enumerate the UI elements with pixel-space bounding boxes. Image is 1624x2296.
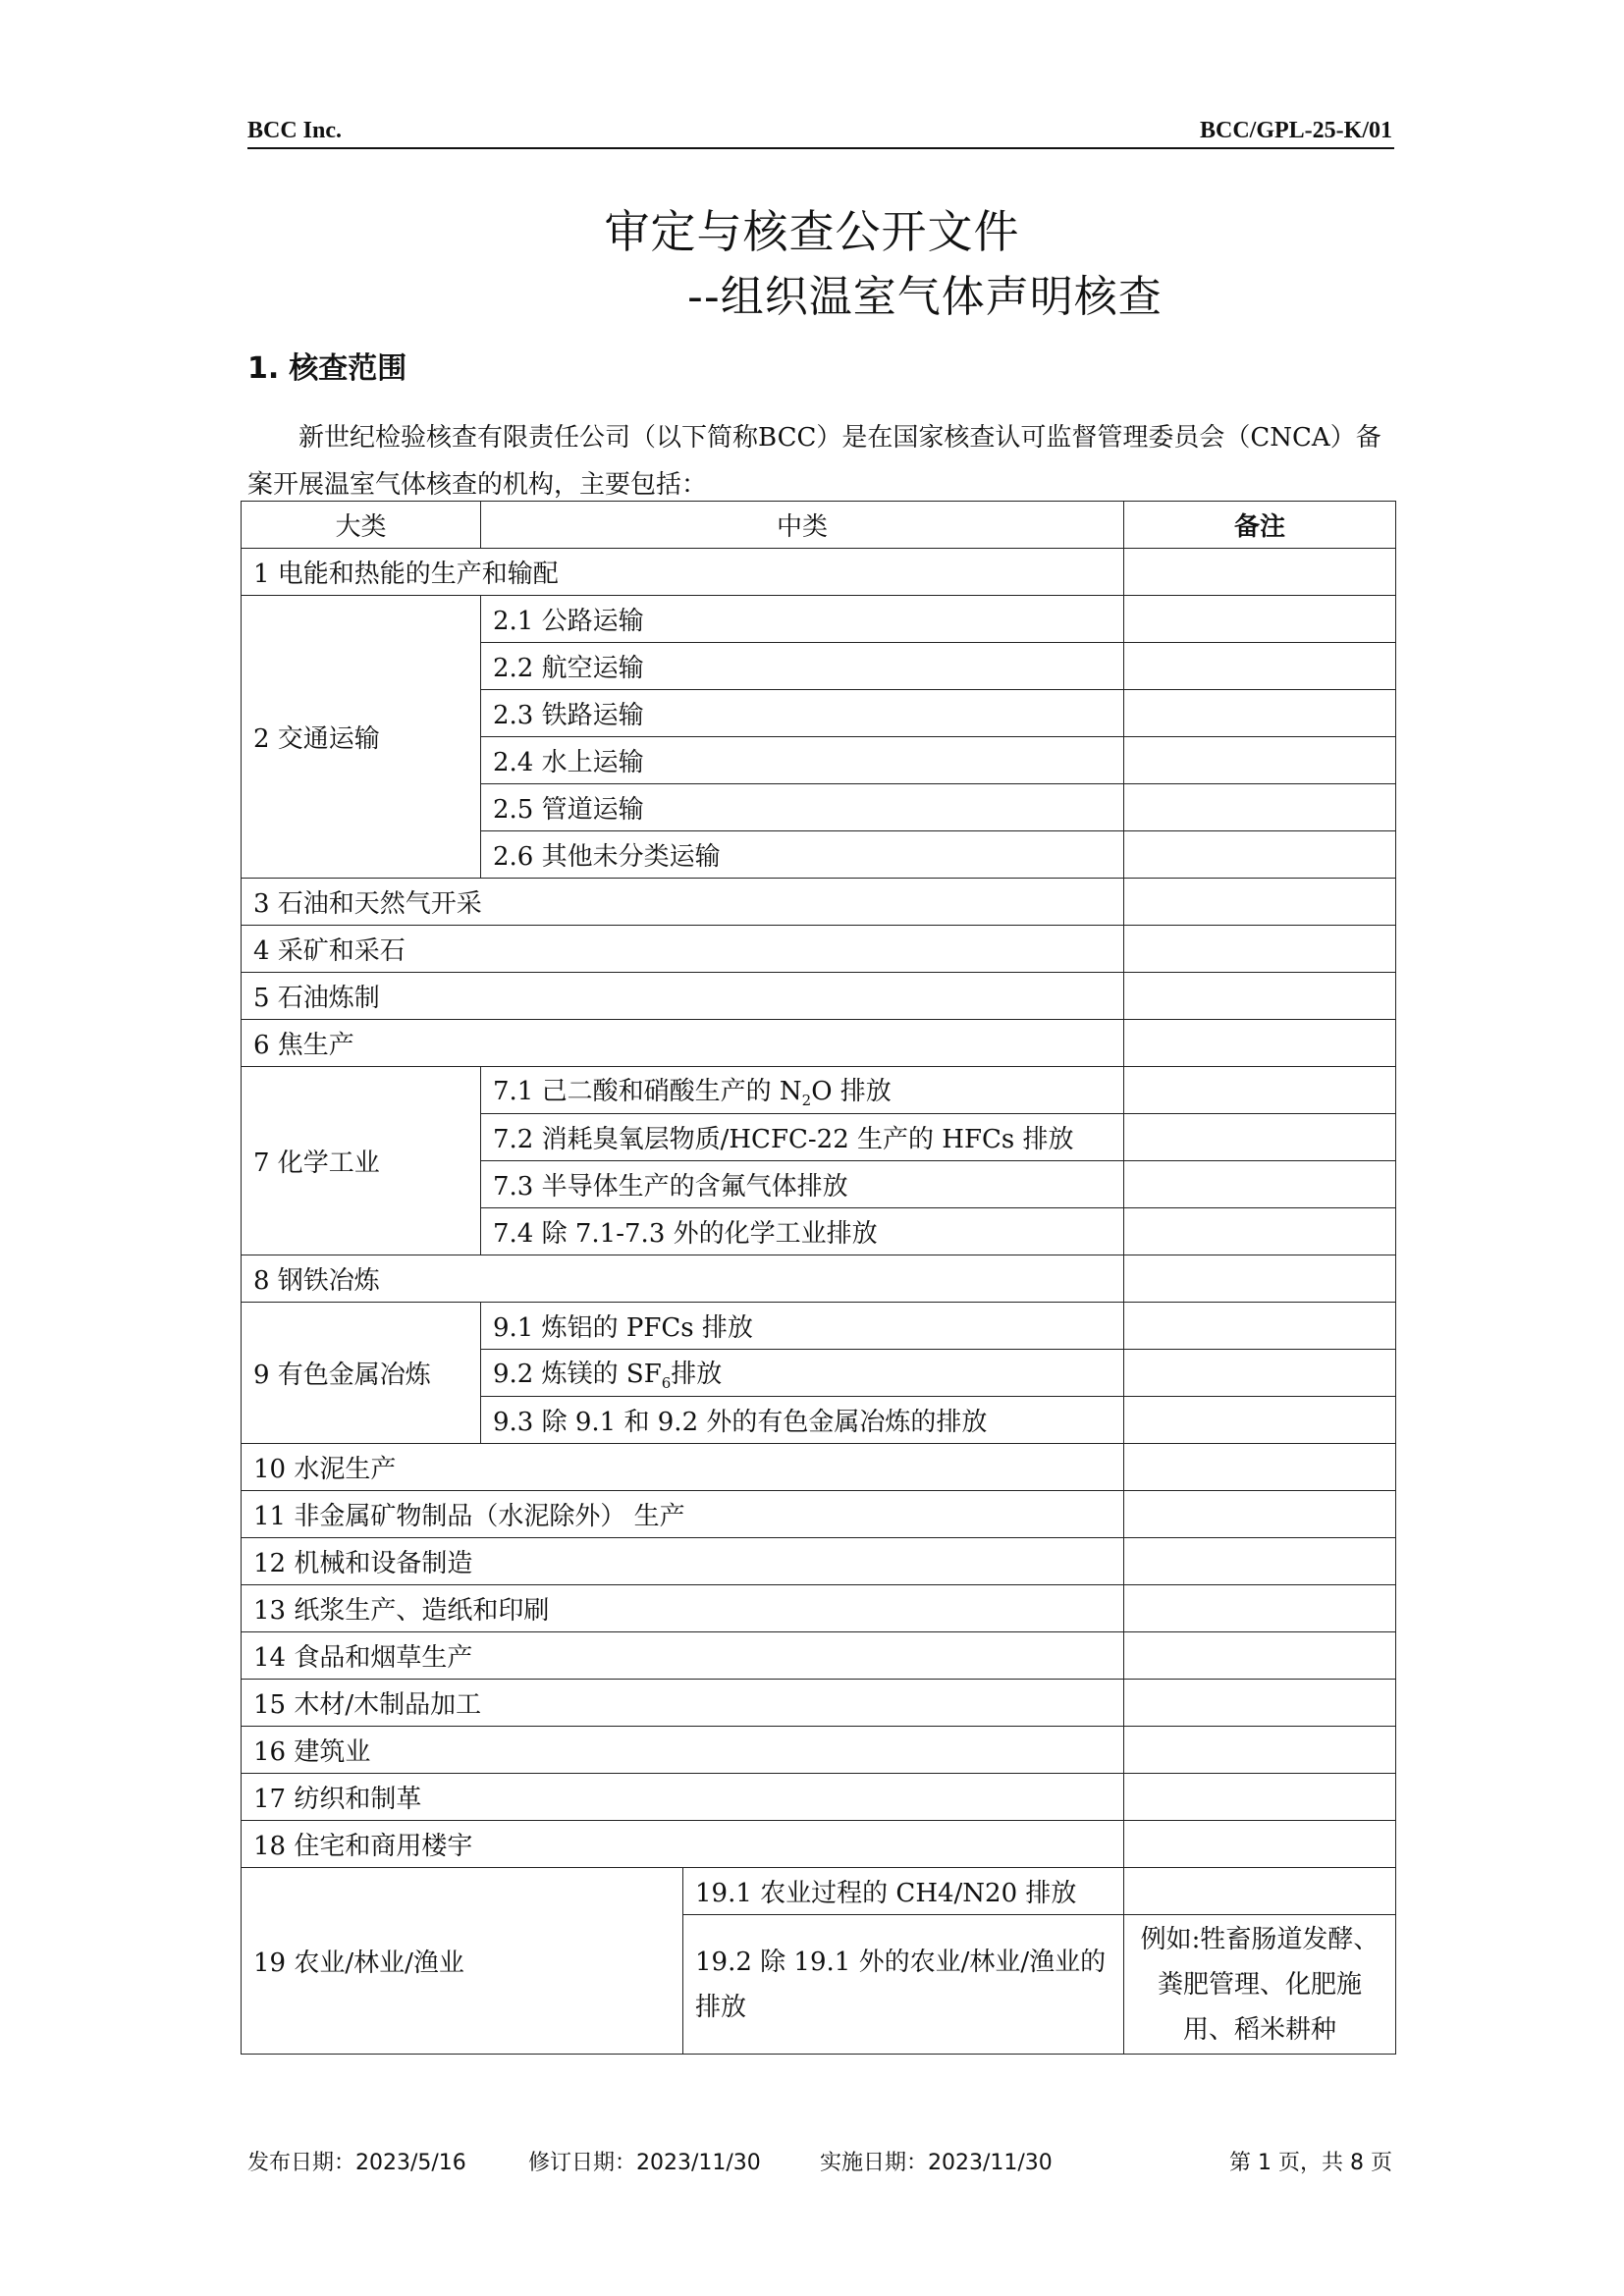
category-cell: 9 有色金属冶炼	[242, 1303, 481, 1444]
remark-cell	[1124, 1067, 1396, 1114]
remark-cell	[1124, 1538, 1396, 1585]
subcategory-cell: 9.1 炼铝的 PFCs 排放	[481, 1303, 1124, 1350]
table-row	[242, 1255, 1396, 1303]
subcategory-cell: 19.2 除 19.1 外的农业/林业/渔业的排放	[683, 1915, 1124, 2055]
subscript: 2	[801, 1092, 812, 1110]
subcategory-text: 7.1 己二酸和硝酸生产的 N	[493, 1076, 802, 1106]
subcategory-cell: 7.4 除 7.1-7.3 外的化学工业排放	[481, 1208, 1124, 1255]
category-cell: 1 电能和热能的生产和输配	[242, 549, 1124, 596]
subcategory-cell: 2.6 其他未分类运输	[481, 831, 1124, 879]
category-cell: 17 纺织和制革	[242, 1774, 1124, 1821]
category-cell: 14 食品和烟草生产	[242, 1632, 1124, 1680]
remark-cell	[1124, 1727, 1396, 1774]
table-row	[242, 1585, 1396, 1632]
subcategory-cell: 19.1 农业过程的 CH4/N20 排放	[683, 1868, 1124, 1915]
remark-cell	[1124, 643, 1396, 690]
document-subtitle: --组织温室气体声明核查	[687, 272, 1163, 322]
table-row	[242, 973, 1396, 1020]
category-cell: 13 纸浆生产、造纸和印刷	[242, 1585, 1124, 1632]
remark-cell	[1124, 1397, 1396, 1444]
remark-cell	[1124, 1491, 1396, 1538]
publish-date: 发布日期：2023/5/16	[247, 2151, 466, 2175]
remark-cell	[1124, 1821, 1396, 1868]
category-cell: 19 农业/林业/渔业	[242, 1868, 683, 2055]
table-row	[242, 1538, 1396, 1585]
category-cell: 7 化学工业	[242, 1067, 481, 1255]
effective-date: 实施日期：2023/11/30	[820, 2151, 1053, 2175]
table-row	[242, 1444, 1396, 1491]
category-cell: 2 交通运输	[242, 596, 481, 879]
subcategory-cell: 2.5 管道运输	[481, 784, 1124, 831]
header-divider	[247, 147, 1394, 149]
subcategory-cell: 7.2 消耗臭氧层物质/HCFC-22 生产的 HFCs 排放	[481, 1114, 1124, 1161]
remark-cell	[1124, 690, 1396, 737]
table-row	[242, 1680, 1396, 1727]
category-cell: 3 石油和天然气开采	[242, 879, 1124, 926]
remark-cell: 例如:牲畜肠道发酵、粪肥管理、化肥施用、稻米耕种	[1124, 1915, 1396, 2055]
category-cell: 18 住宅和商用楼宇	[242, 1821, 1124, 1868]
table-row	[242, 1067, 1396, 1114]
page-number: 第 1 页，共 8 页	[1229, 2151, 1392, 2175]
category-cell: 5 石油炼制	[242, 973, 1124, 1020]
table-header-row	[242, 502, 1396, 549]
remark-cell	[1124, 1114, 1396, 1161]
remark-cell	[1124, 1868, 1396, 1915]
category-cell: 12 机械和设备制造	[242, 1538, 1124, 1585]
subcategory-cell: 2.1 公路运输	[481, 596, 1124, 643]
company-name: BCC Inc.	[247, 118, 343, 143]
header-middle: 中类	[481, 502, 1124, 549]
table-row	[242, 549, 1396, 596]
remark-cell	[1124, 1303, 1396, 1350]
remark-cell	[1124, 596, 1396, 643]
table-row	[242, 1774, 1396, 1821]
scope-table	[241, 501, 1396, 2055]
table-row	[242, 1727, 1396, 1774]
category-cell: 10 水泥生产	[242, 1444, 1124, 1491]
category-cell: 16 建筑业	[242, 1727, 1124, 1774]
subcategory-text: 9.2 炼镁的 SF	[493, 1359, 662, 1389]
remark-cell	[1124, 1632, 1396, 1680]
table-row	[242, 926, 1396, 973]
subcategory-cell	[481, 1067, 1124, 1114]
category-cell: 4 采矿和采石	[242, 926, 1124, 973]
header-remark: 备注	[1124, 502, 1396, 549]
remark-cell	[1124, 879, 1396, 926]
subcategory-cell: 7.3 半导体生产的含氟气体排放	[481, 1161, 1124, 1208]
remark-cell	[1124, 549, 1396, 596]
remark-cell	[1124, 1020, 1396, 1067]
table-row	[242, 879, 1396, 926]
subscript: 6	[661, 1374, 672, 1393]
remark-cell	[1124, 1161, 1396, 1208]
subcategory-cell: 2.3 铁路运输	[481, 690, 1124, 737]
revision-date: 修订日期：2023/11/30	[528, 2151, 761, 2175]
table-row	[242, 1020, 1396, 1067]
remark-cell	[1124, 784, 1396, 831]
remark-cell	[1124, 1255, 1396, 1303]
table-row	[242, 1868, 1396, 1915]
document-title: 审定与核查公开文件	[604, 205, 1020, 258]
table-row	[242, 1632, 1396, 1680]
remark-cell	[1124, 1774, 1396, 1821]
remark-cell	[1124, 926, 1396, 973]
remark-cell	[1124, 831, 1396, 879]
subcategory-text: 排放	[671, 1359, 723, 1389]
intro-paragraph: 新世纪检验核查有限责任公司（以下简称BCC）是在国家核查认可监督管理委员会（CNCA）备案开展温室气体核查的机构，主要包括：	[247, 423, 1381, 500]
section-heading	[247, 344, 406, 387]
remark-cell	[1124, 737, 1396, 784]
remark-cell	[1124, 1680, 1396, 1727]
category-cell: 11 非金属矿物制品（水泥除外） 生产	[242, 1491, 1124, 1538]
subcategory-cell: 2.4 水上运输	[481, 737, 1124, 784]
section-title: 核查范围	[289, 351, 407, 386]
section-number: 1.	[247, 351, 280, 386]
table-row	[242, 1821, 1396, 1868]
category-cell: 15 木材/木制品加工	[242, 1680, 1124, 1727]
remark-cell	[1124, 1585, 1396, 1632]
document-code: BCC/GPL-25-K/01	[1200, 118, 1392, 143]
remark-cell	[1124, 1208, 1396, 1255]
subcategory-cell: 2.2 航空运输	[481, 643, 1124, 690]
category-cell: 8 钢铁冶炼	[242, 1255, 1124, 1303]
header-major: 大类	[242, 502, 481, 549]
remark-cell	[1124, 1350, 1396, 1397]
table-row	[242, 596, 1396, 643]
table-row	[242, 1491, 1396, 1538]
subcategory-cell	[481, 1350, 1124, 1397]
table-row	[242, 1303, 1396, 1350]
category-cell: 6 焦生产	[242, 1020, 1124, 1067]
remark-cell	[1124, 973, 1396, 1020]
subcategory-cell: 9.3 除 9.1 和 9.2 外的有色金属冶炼的排放	[481, 1397, 1124, 1444]
remark-cell	[1124, 1444, 1396, 1491]
subcategory-text: O 排放	[811, 1076, 892, 1106]
